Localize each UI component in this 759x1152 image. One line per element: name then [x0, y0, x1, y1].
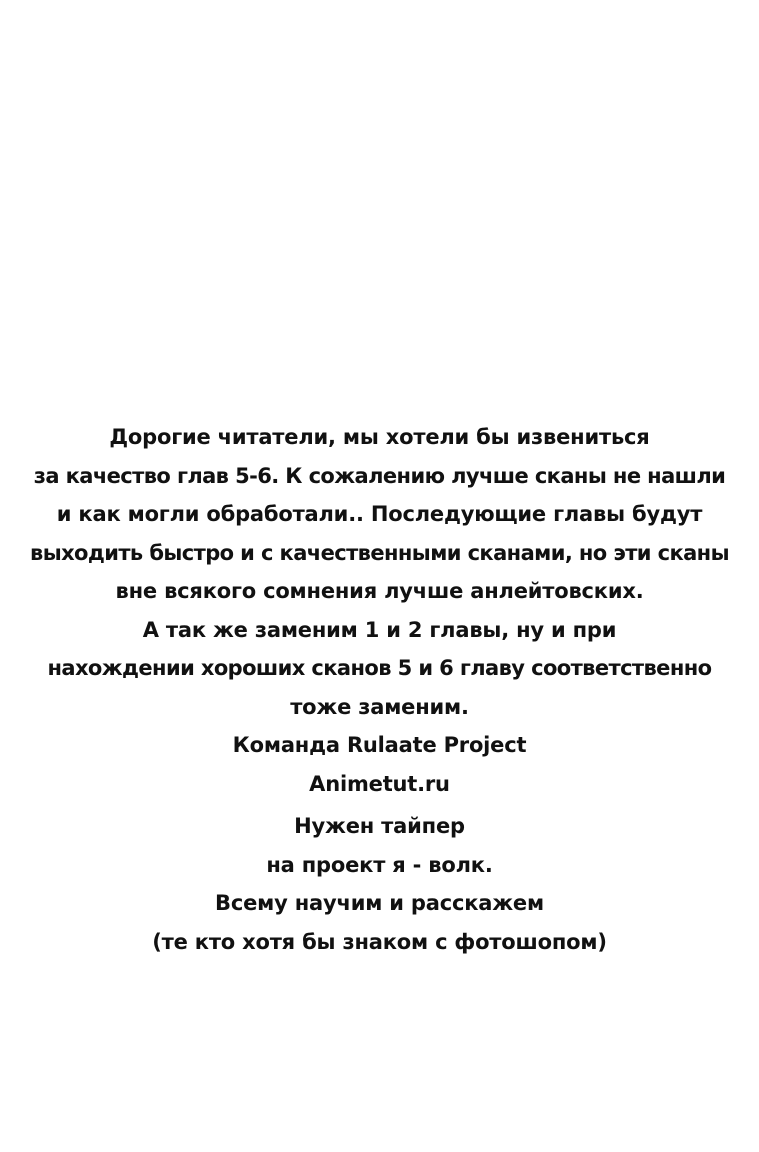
apology-line: Дорогие читатели, мы хотели бы извениться [109, 425, 650, 449]
apology-line: вне всякого сомнения лучше анлейтовских. [115, 579, 644, 603]
apology-line: тоже заменим. [290, 694, 469, 719]
site-name: Animetut.ru [309, 771, 450, 796]
apology-line: выходить быстро и с качественными сканами, но эти сканы [30, 540, 729, 565]
apology-line: и как могли обработали.. Последующие главы будут [56, 502, 703, 526]
apology-line: за качество глав 5-6. К сожалению лучше сканы не нашли [33, 463, 726, 488]
team-signature: Команда Rulaate Project [232, 733, 527, 757]
apology-line: А так же заменим 1 и 2 главы, ну и при [142, 617, 617, 642]
recruit-line: Нужен тайпер [294, 814, 465, 838]
recruit-line: на проект я - волк. [266, 852, 493, 877]
recruit-line: (те кто хотя бы знаком с фотошопом) [152, 929, 607, 954]
recruit-line: Всему научим и расскажем [215, 891, 544, 915]
apology-line: нахождении хороших сканов 5 и 6 главу соответственно [47, 656, 712, 680]
translator-note [0, 418, 759, 961]
